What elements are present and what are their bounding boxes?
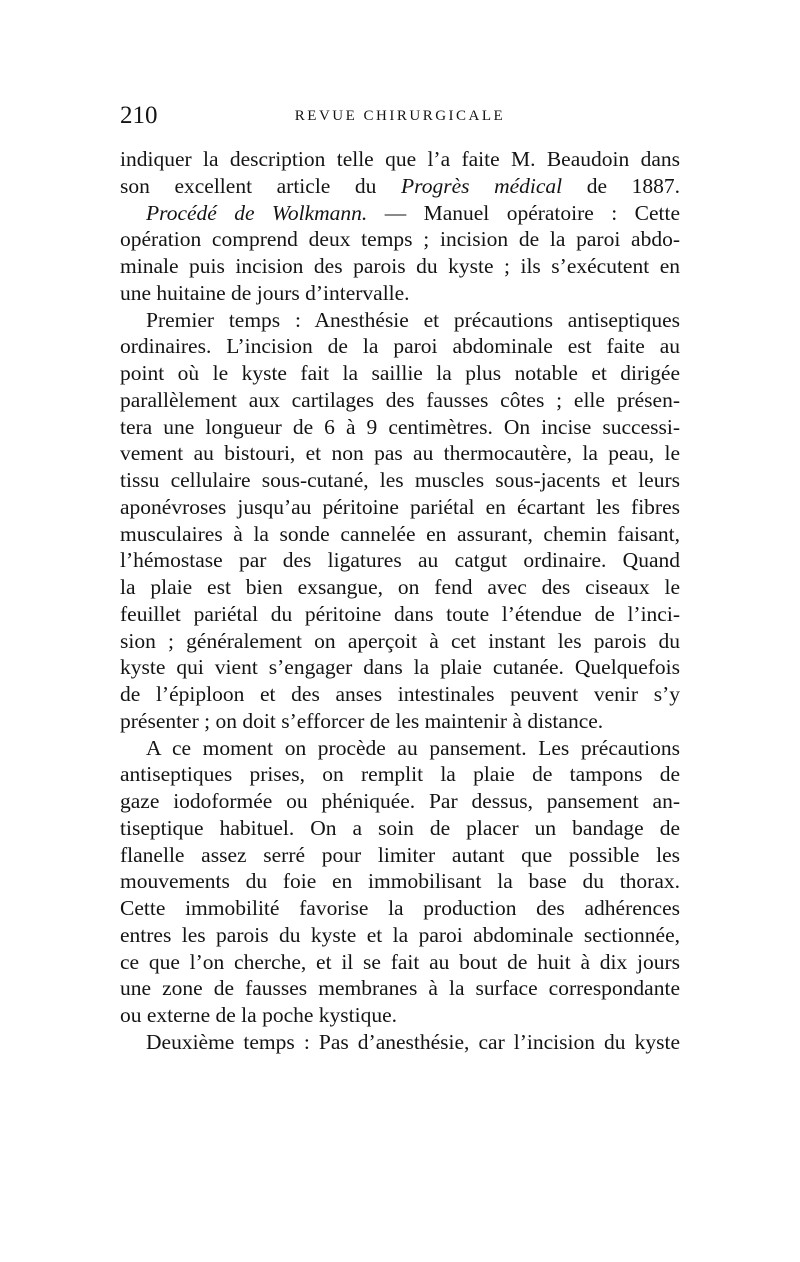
text-line: Deuxième temps : Pas d’anesthésie, car l’incision du kyste: [146, 1029, 680, 1054]
body-text: [120, 146, 680, 1056]
page-number: 210: [120, 102, 158, 129]
text-line: feuillet pariétal du péritoine dans toute l’étendue de l’inci-: [120, 601, 680, 626]
text-line: minale puis incision des parois du kyste ; ils s’exécutent en: [120, 254, 680, 278]
text-line: A ce moment on procède au pansement. Les précautions: [146, 735, 680, 760]
text-line: une zone de fausses membranes à la surface correspondante: [120, 976, 680, 1001]
text-line: Premier temps : Anesthésie et précautions antiseptiques: [146, 307, 680, 332]
text-line: la plaie est bien exsangue, on fend avec des ciseaux le: [120, 575, 680, 599]
text-line: l’hémostase par des ligatures au catgut ordinaire. Quand: [120, 548, 680, 573]
text-line: entres les parois du kyste et la paroi abdominale sectionnée,: [120, 922, 680, 947]
page-header: [120, 96, 680, 136]
text-line: parallèlement aux cartilages des fausses côtes ; elle présen-: [120, 387, 680, 412]
text-line: musculaires à la sonde cannelée en assurant, chemin faisant,: [120, 521, 680, 546]
text-line: tissu cellulaire sous-cutané, les muscles sous-jacents et leurs: [120, 468, 680, 492]
text-line: son excellent article du Progrès médical de 1887.: [120, 173, 680, 198]
journal-title: Progrès médical: [401, 173, 563, 198]
text-line: mouvements du foie en immobilisant la base du thorax.: [120, 869, 680, 894]
text-line: kyste qui vient s’engager dans la plaie cutanée. Quelquefois: [120, 655, 680, 680]
text-line: tiseptique habituel. On a soin de placer un bandage de: [120, 815, 680, 840]
text-line: Cette immobilité favorise la production des adhérences: [120, 896, 680, 920]
section-heading: Procédé de Wolkmann.: [146, 200, 368, 225]
text-line: présenter ; on doit s’efforcer de les maintenir à distance.: [120, 708, 604, 733]
text-line: tera une longueur de 6 à 9 centimètres. On incise successi-: [120, 414, 680, 439]
text-line: de l’épiploon et des anses intestinales peuvent venir s’y: [120, 682, 680, 706]
text-line: ce que l’on cherche, et il se fait au bout de huit à dix jours: [120, 949, 680, 974]
text-line: point où le kyste fait la saillie la plus notable et dirigée: [120, 361, 680, 385]
text-line: indiquer la description telle que l’a faite M. Beaudoin dans: [120, 147, 680, 171]
text-line: sion ; généralement on aperçoit à cet instant les parois du: [120, 628, 680, 653]
text-line: antiseptiques prises, on remplit la plaie de tampons de: [120, 762, 680, 787]
running-title: REVUE CHIRURGICALE: [294, 108, 506, 124]
text-line: ordinaires. L’incision de la paroi abdominale est faite au: [120, 334, 680, 359]
text-line: une huitaine de jours d’intervalle.: [120, 280, 410, 305]
text-line: ou externe de la poche kystique.: [120, 1003, 398, 1027]
text-line: flanelle assez serré pour limiter autant que possible les: [120, 842, 680, 867]
text-line: gaze iodoformée ou phéniquée. Par dessus, pansement an-: [120, 789, 680, 813]
text-line: Procédé de Wolkmann. — Manuel opératoire : Cette: [146, 200, 680, 225]
text-line: opération comprend deux temps ; incision de la paroi abdo-: [120, 227, 680, 252]
text-line: vement au bistouri, et non pas au thermocautère, la peau, le: [120, 441, 680, 466]
text-line: aponévroses jusqu’au péritoine pariétal en écartant les fibres: [120, 494, 680, 519]
